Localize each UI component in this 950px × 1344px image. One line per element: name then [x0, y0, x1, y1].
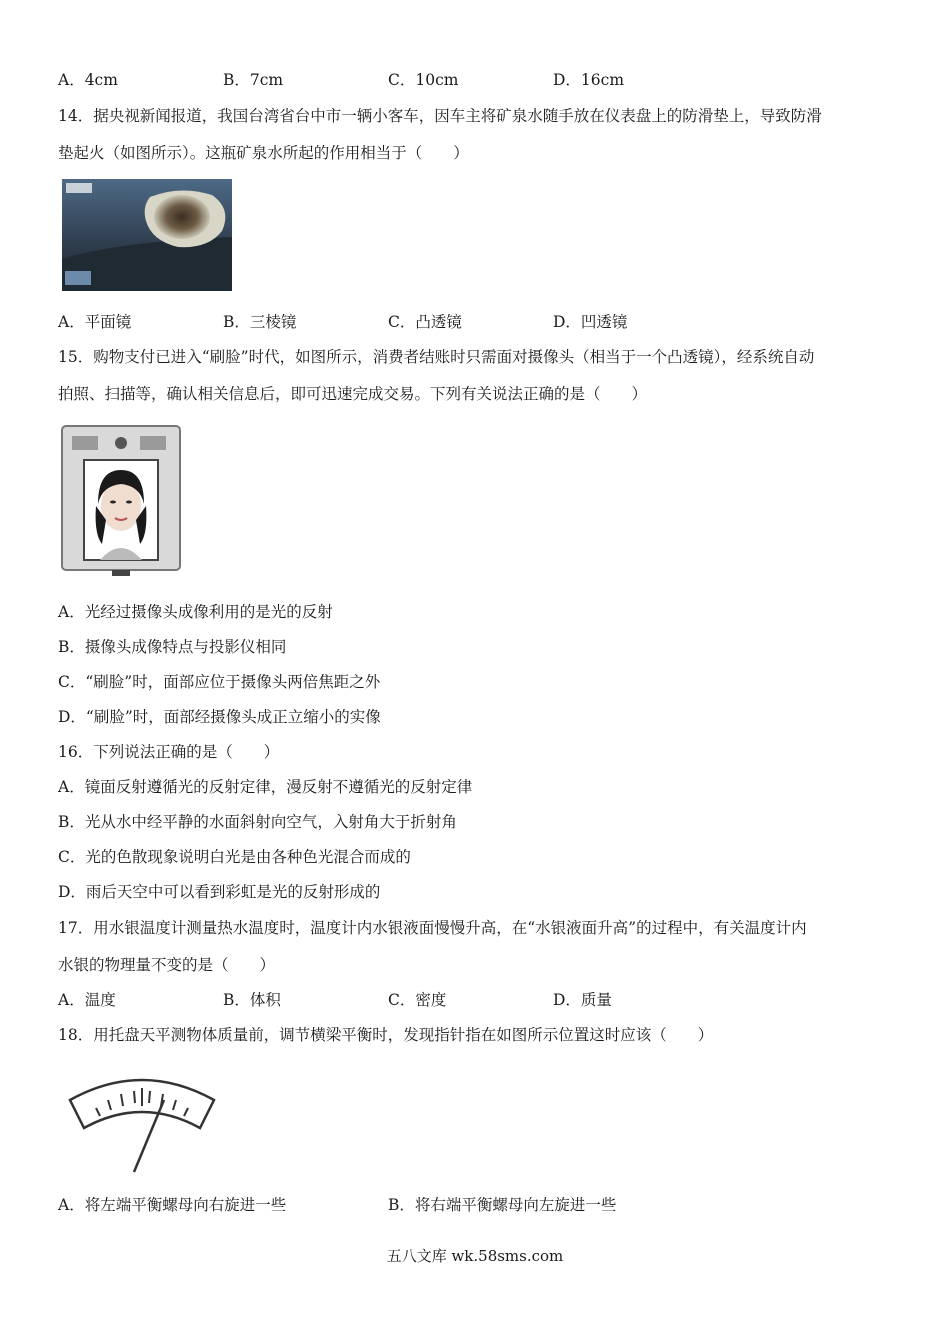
q16-option-d: D．雨后天空中可以看到彩虹是光的反射形成的	[58, 883, 381, 901]
q13-option-a: A．4cm	[58, 71, 118, 89]
q14-option-b: B．三棱镜	[223, 313, 297, 331]
q14-option-c: C．凸透镜	[388, 313, 462, 331]
q15-option-a: A．光经过摄像头成像利用的是光的反射	[58, 603, 333, 621]
q16-stem: 16．下列说法正确的是（ ）	[58, 743, 280, 761]
q17-option-c: C．密度	[388, 991, 447, 1009]
q18-option-a: A．将左端平衡螺母向右旋进一些	[58, 1196, 287, 1214]
q14-option-d: D．凹透镜	[553, 313, 628, 331]
q15-option-c: C．“刷脸”时，面部应位于摄像头两倍焦距之外	[58, 673, 381, 691]
q17-option-a: A．温度	[58, 991, 116, 1009]
q15-option-d: D．“刷脸”时，面部经摄像头成正立缩小的实像	[58, 708, 381, 726]
q18-option-b: B．将右端平衡螺母向左旋进一些	[388, 1196, 617, 1214]
q17-stem-line1: 17．用水银温度计测量热水温度时，温度计内水银液面慢慢升高，在“水银液面升高”的过程中，有关温度计内	[58, 919, 807, 937]
q14-stem-line1: 14．据央视新闻报道，我国台湾省台中市一辆小客车，因车主将矿泉水随手放在仪表盘上的防滑垫上，导致防滑	[58, 107, 822, 125]
q13-option-d: D．16cm	[553, 71, 625, 89]
q18-stem: 18．用托盘天平测物体质量前，调节横梁平衡时，发现指针指在如图所示位置这时应该（ ）	[58, 1026, 714, 1044]
q13-option-c: C．10cm	[388, 71, 459, 89]
q14-option-a: A．平面镜	[58, 313, 132, 331]
page-footer: 五八文库 wk.58sms.com	[386, 1247, 564, 1265]
burnt-mat-photo	[62, 179, 232, 291]
q14-stem-line2: 垫起火（如图所示）。这瓶矿泉水所起的作用相当于（ ）	[58, 144, 469, 162]
q17-option-b: B．体积	[223, 991, 281, 1009]
q15-stem-line1: 15．购物支付已进入“刷脸”时代，如图所示，消费者结账时只需面对摄像头（相当于一个凸透镜），经系统自动	[58, 348, 815, 366]
q16-option-a: A．镜面反射遵循光的反射定律，漫反射不遵循光的反射定律	[58, 778, 473, 796]
q15-option-b: B．摄像头成像特点与投影仪相同	[58, 638, 287, 656]
q17-option-d: D．质量	[553, 991, 612, 1009]
q15-stem-line2: 拍照、扫描等，确认相关信息后，即可迅速完成交易。下列有关说法正确的是（ ）	[58, 385, 648, 403]
q16-option-c: C．光的色散现象说明白光是由各种色光混合而成的	[58, 848, 411, 866]
q16-option-b: B．光从水中经平静的水面斜射向空气，入射角大于折射角	[58, 813, 457, 831]
balance-pointer-scale-figure	[66, 1066, 218, 1174]
q17-stem-line2: 水银的物理量不变的是（ ）	[58, 956, 276, 974]
face-scanner-photo	[60, 424, 184, 579]
q13-option-b: B．7cm	[223, 71, 284, 89]
